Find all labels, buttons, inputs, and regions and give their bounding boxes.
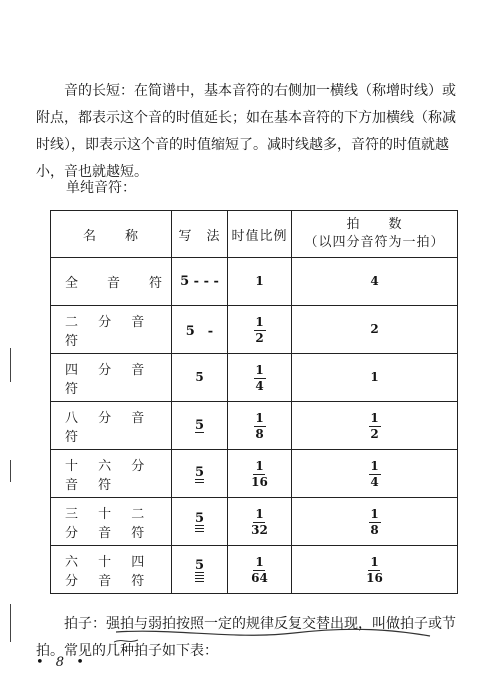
ratio-value xyxy=(228,546,292,594)
table-row xyxy=(51,306,458,354)
header-ratio: 时值比例 xyxy=(228,211,292,258)
ratio-den: 8 xyxy=(255,426,264,441)
reduction-line xyxy=(195,482,204,483)
beats-num: 1 xyxy=(370,370,379,384)
beats-fraction xyxy=(369,460,381,489)
margin-mark xyxy=(10,348,11,382)
reduction-line xyxy=(195,479,204,480)
ratio-den: 4 xyxy=(255,378,264,393)
beats-den: 8 xyxy=(370,522,379,537)
note-with-underline xyxy=(194,464,205,483)
note-with-underline xyxy=(194,557,205,582)
beats-fraction xyxy=(366,556,383,585)
ratio-value xyxy=(228,354,292,402)
table-row xyxy=(51,354,458,402)
ratio-fraction xyxy=(251,556,268,585)
beats-num: 1 xyxy=(370,410,379,425)
table-row xyxy=(51,402,458,450)
note-digit: 5 xyxy=(194,418,205,433)
ratio-fraction xyxy=(254,412,266,441)
header-name: 名 称 xyxy=(51,211,172,258)
ratio-value xyxy=(228,402,292,450)
note-name: 十 六 分 音 符 xyxy=(51,450,172,498)
ratio-den: 2 xyxy=(255,330,264,345)
table-row xyxy=(51,546,458,594)
header-beats-line1: 拍 数 xyxy=(346,217,403,232)
margin-mark xyxy=(10,460,11,482)
beats-num: 2 xyxy=(370,322,379,336)
ratio-value xyxy=(228,450,292,498)
ratio-value xyxy=(228,498,292,546)
note-name: 六 十 四 分 音 符 xyxy=(51,546,172,594)
header-beats-line2: （以四分音符为一拍） xyxy=(304,235,445,250)
ratio-den: 32 xyxy=(251,522,268,537)
ratio-fraction xyxy=(251,460,268,489)
note-name: 全 音 符 xyxy=(51,258,172,306)
reduction-line xyxy=(195,432,204,433)
note-name: 八 分 音 符 xyxy=(51,402,172,450)
ratio-num: 1 xyxy=(255,506,264,521)
note-writing xyxy=(172,450,228,498)
beats-value xyxy=(292,546,458,594)
beats-den: 4 xyxy=(370,474,379,489)
note-writing xyxy=(172,354,228,402)
beats-num: 4 xyxy=(370,274,379,288)
beats-value xyxy=(292,354,458,402)
paragraph-note-duration: 音的长短：在简谱中，基本音符的右侧加一横线（称增时线）或附点，都表示这个音的时值延长；如在基本音符的下方加横线（称减时线），即表示这个音的时值缩短了。减时线越多，音符的时值就越小，音也就越短。 xyxy=(36,83,456,180)
note-writing xyxy=(172,546,228,594)
note-digit: 5 xyxy=(194,464,205,480)
table-row xyxy=(51,450,458,498)
note-digit: 5 xyxy=(194,557,205,573)
reduction-line xyxy=(195,531,204,532)
ratio-fraction xyxy=(254,364,266,393)
ratio-value xyxy=(228,258,292,306)
table-row xyxy=(51,498,458,546)
ratio-num: 1 xyxy=(255,274,264,288)
reduction-line xyxy=(195,581,204,582)
note-writing: 5 - xyxy=(172,306,228,354)
reduction-line xyxy=(195,525,204,526)
reduction-line xyxy=(195,578,204,579)
ratio-num: 1 xyxy=(255,362,264,377)
beats-value xyxy=(292,258,458,306)
beats-value xyxy=(292,498,458,546)
ratio-num: 1 xyxy=(255,314,264,329)
paragraph-beats: 拍子：强拍与弱拍按照一定的规律反复交替出现，叫做拍子或节拍。常见的几种拍子如下表： xyxy=(36,616,456,659)
note-writing xyxy=(172,498,228,546)
ratio-num: 1 xyxy=(255,554,264,569)
beats-fraction xyxy=(369,508,381,537)
ratio-den: 64 xyxy=(251,570,268,585)
table-row xyxy=(51,258,458,306)
beats-den: 16 xyxy=(366,570,383,585)
note-name: 三 十 二 分 音 符 xyxy=(51,498,172,546)
beats-num: 1 xyxy=(370,458,379,473)
reduction-line xyxy=(195,528,204,529)
ratio-fraction xyxy=(254,316,266,345)
beats-value xyxy=(292,450,458,498)
header-writing: 写 法 xyxy=(172,211,228,258)
margin-mark xyxy=(10,604,11,642)
ratio-num: 1 xyxy=(255,458,264,473)
beats-num: 1 xyxy=(370,554,379,569)
page-number: • 8 • xyxy=(36,655,88,670)
note-with-underline xyxy=(195,513,204,532)
beats-den: 2 xyxy=(370,426,379,441)
ratio-num: 1 xyxy=(255,410,264,425)
reduction-line xyxy=(195,575,204,576)
beats-value xyxy=(292,402,458,450)
ratio-fraction xyxy=(251,508,268,537)
table-header-row xyxy=(51,211,458,258)
note-digit: 5 xyxy=(195,370,204,384)
beats-num: 1 xyxy=(370,506,379,521)
handwritten-underline xyxy=(114,624,432,644)
note-writing: 5 - - - xyxy=(172,258,228,306)
ratio-value xyxy=(228,306,292,354)
section-label-simple-notes: 单纯音符： xyxy=(66,180,136,196)
note-name: 二 分 音 符 xyxy=(51,306,172,354)
note-digit: 5 xyxy=(194,511,205,526)
beats-value xyxy=(292,306,458,354)
note-value-table xyxy=(50,210,458,594)
beats-fraction xyxy=(369,412,381,441)
note-with-underline xyxy=(195,420,204,433)
header-beats xyxy=(292,211,458,258)
ratio-den: 16 xyxy=(251,474,268,489)
note-name: 四 分 音 符 xyxy=(51,354,172,402)
reduction-line xyxy=(195,572,204,573)
note-writing xyxy=(172,402,228,450)
